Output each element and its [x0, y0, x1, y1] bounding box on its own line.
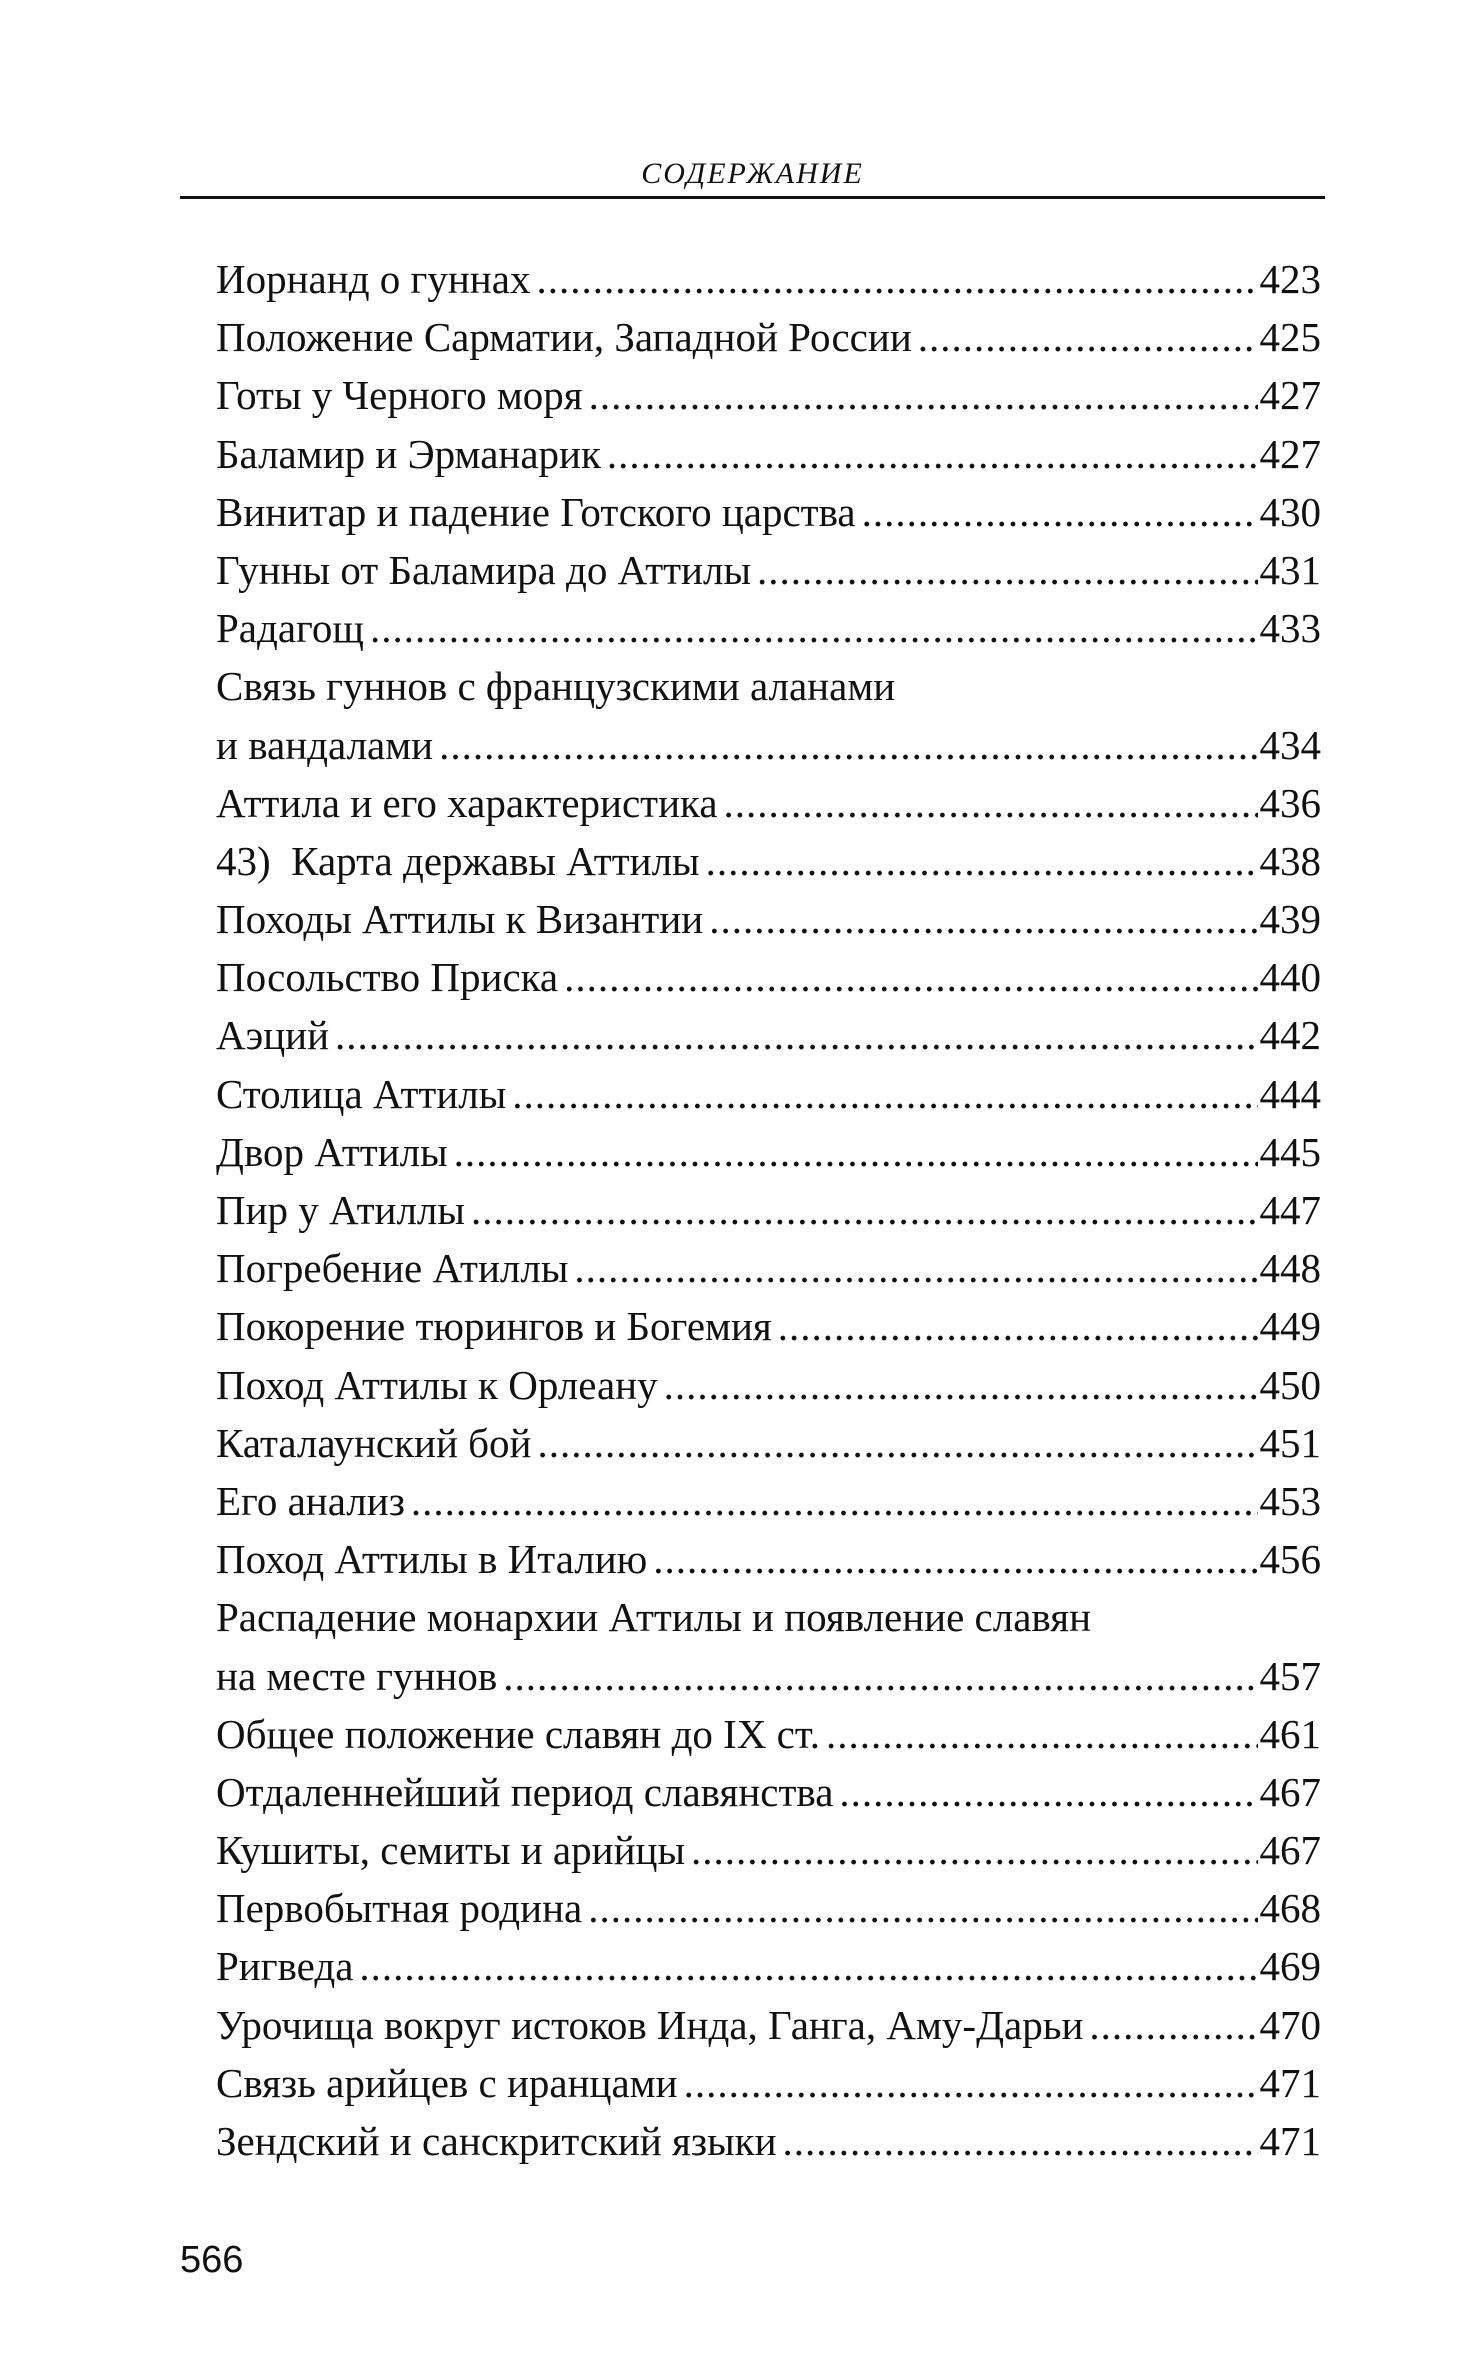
dot-leader: [918, 308, 1258, 366]
toc-entry: [216, 250, 1321, 308]
dot-leader: [653, 1530, 1257, 1588]
table-of-contents: [216, 250, 1321, 2170]
dot-leader: [574, 1239, 1257, 1297]
toc-entry-page: 445: [1259, 1128, 1321, 1175]
toc-entry-title: Столица Аттилы: [216, 1070, 507, 1117]
toc-entry-page: 444: [1259, 1070, 1321, 1117]
dot-leader: [691, 1821, 1258, 1879]
toc-entry: [216, 890, 1321, 948]
toc-entry-page: 434: [1259, 721, 1321, 768]
toc-entry-page: 468: [1259, 1885, 1321, 1932]
toc-entry: [216, 308, 1321, 366]
toc-entry-title: Посольство Приска: [216, 954, 559, 1001]
dot-leader: [664, 1356, 1258, 1414]
toc-entry-title: Связь арийцев с иранцами: [216, 2059, 678, 2106]
toc-entry-title: Ригведа: [216, 1943, 354, 1990]
toc-entry: [216, 1181, 1321, 1239]
toc-entry-page: 431: [1259, 546, 1321, 593]
toc-entry-page: 467: [1259, 1768, 1321, 1815]
toc-entry: [216, 1472, 1321, 1530]
toc-entry-page: 467: [1259, 1827, 1321, 1874]
toc-entry-page: 469: [1259, 1943, 1321, 1990]
dot-leader: [538, 1414, 1258, 1472]
page-number: 566: [180, 2239, 244, 2281]
toc-entry-title: Аттила и его характеристика: [216, 779, 718, 826]
dot-leader: [503, 1647, 1257, 1705]
dot-leader: [684, 2054, 1258, 2112]
toc-entry: [216, 1996, 1321, 2054]
dot-leader: [536, 250, 1257, 308]
toc-entry-title: Походы Аттилы к Византии: [216, 896, 704, 943]
toc-entry-title: Аэций: [216, 1012, 330, 1059]
toc-entry-title: Первобытная родина: [216, 1885, 583, 1932]
toc-entry: [216, 2112, 1321, 2170]
toc-entry: [216, 1006, 1321, 1064]
toc-entry: [216, 1123, 1321, 1181]
dot-leader: [724, 774, 1258, 832]
toc-entry-title: Радагощ: [216, 605, 364, 652]
toc-entry-title: Баламир и Эрманарик: [216, 430, 601, 477]
dot-leader: [839, 1763, 1257, 1821]
toc-entry-page: 439: [1259, 896, 1321, 943]
toc-entry-title: Гунны от Баламира до Аттилы: [216, 546, 752, 593]
toc-entry-title: Пир у Атиллы: [216, 1187, 465, 1233]
toc-entry-title: Урочища вокруг истоков Инда, Ганга, Аму-Дарьи: [216, 2001, 1084, 2048]
toc-entry-title: Поход Аттилы в Италию: [216, 1536, 648, 1583]
toc-entry-title: Каталаунский бой: [216, 1419, 532, 1466]
toc-entry: [216, 1588, 1321, 1704]
dot-leader: [439, 716, 1257, 774]
dot-leader: [454, 1123, 1258, 1181]
toc-entry-title: Винитар и падение Готского царства: [216, 488, 856, 535]
toc-entry: [216, 774, 1321, 832]
toc-entry-page: 442: [1259, 1012, 1321, 1059]
toc-entry-page: 471: [1259, 2059, 1321, 2106]
toc-entry: [216, 2054, 1321, 2112]
dot-leader: [370, 599, 1258, 657]
toc-entry-page: 461: [1259, 1710, 1321, 1757]
toc-entry: [216, 1705, 1321, 1763]
toc-entry-title: Поход Аттилы к Орлеану: [216, 1361, 658, 1408]
toc-entry: [216, 1297, 1321, 1355]
toc-entry-page: 448: [1259, 1245, 1321, 1292]
toc-entry: [216, 599, 1321, 657]
toc-entry-page: 430: [1259, 488, 1321, 535]
dot-leader: [783, 2112, 1258, 2170]
dot-leader: [411, 1472, 1258, 1530]
toc-entry: [216, 1530, 1321, 1588]
toc-entry-title: на месте гуннов: [216, 1652, 498, 1699]
toc-entry-title: Кушиты, семиты и арийцы: [216, 1827, 685, 1874]
toc-entry: [216, 657, 1321, 773]
toc-entry: [216, 483, 1321, 541]
toc-entry-title: Общее положение славян до IX ст.: [216, 1710, 820, 1757]
toc-entry: [216, 1937, 1321, 1995]
header-rule: [180, 196, 1325, 199]
dot-leader: [471, 1181, 1258, 1239]
dot-leader: [778, 1297, 1258, 1355]
dot-leader: [1089, 1996, 1257, 2054]
toc-entry: [216, 541, 1321, 599]
toc-entry-title: Двор Аттилы: [216, 1128, 448, 1175]
toc-entry-page: 453: [1259, 1477, 1321, 1524]
toc-entry: [216, 366, 1321, 424]
toc-entry-page: 471: [1259, 2118, 1321, 2164]
toc-entry-page: 470: [1259, 2001, 1321, 2048]
toc-entry-title: Зендский и санскритский языки: [216, 2118, 777, 2164]
toc-entry-page: 457: [1259, 1652, 1321, 1699]
toc-entry-page: 423: [1259, 256, 1321, 302]
toc-entry: [216, 1414, 1321, 1472]
dot-leader: [757, 541, 1257, 599]
dot-leader: [607, 425, 1258, 483]
toc-entry-title: Готы у Черного моря: [216, 372, 583, 419]
dot-leader: [706, 832, 1258, 890]
toc-entry: [216, 1356, 1321, 1414]
toc-entry-title: Отдаленнейший период славянства: [216, 1768, 834, 1815]
toc-entry-page: 436: [1259, 779, 1321, 826]
dot-leader: [862, 483, 1258, 541]
toc-entry-title: и вандалами: [216, 721, 434, 768]
running-header: СОДЕРЖАНИЕ: [641, 157, 864, 190]
toc-entry: [216, 1821, 1321, 1879]
toc-entry-title: Покорение тюрингов и Богемия: [216, 1303, 772, 1350]
toc-entry: [216, 948, 1321, 1006]
toc-entry-title: Погребение Атиллы: [216, 1245, 569, 1292]
toc-entry: [216, 1239, 1321, 1297]
dot-leader: [709, 890, 1257, 948]
dot-leader: [564, 948, 1257, 1006]
toc-entry-title: Иорнанд о гуннах: [216, 256, 531, 302]
dot-leader: [589, 366, 1258, 424]
toc-entry-page: 451: [1259, 1419, 1321, 1466]
toc-entry: [216, 1879, 1321, 1937]
toc-entry-title-line1: Распадение монархии Аттилы и появление славян: [216, 1594, 1092, 1641]
dot-leader: [512, 1065, 1257, 1123]
toc-entry-page: 456: [1259, 1536, 1321, 1583]
toc-entry-page: 440: [1259, 954, 1321, 1001]
toc-entry-page: 450: [1259, 1361, 1321, 1408]
dot-leader: [359, 1937, 1257, 1995]
dot-leader: [588, 1879, 1257, 1937]
toc-entry: [216, 1763, 1321, 1821]
toc-entry-title: Положение Сарматии, Западной России: [216, 314, 912, 361]
dot-leader: [335, 1006, 1257, 1064]
toc-entry: [216, 425, 1321, 483]
dot-leader: [826, 1705, 1258, 1763]
toc-entry-page: 438: [1259, 837, 1321, 884]
toc-entry-page: 425: [1259, 314, 1321, 361]
toc-entry: [216, 832, 1321, 890]
toc-entry-title-line1: Связь гуннов с французскими аланами: [216, 663, 896, 710]
toc-entry-page: 433: [1259, 605, 1321, 652]
toc-entry-page: 427: [1259, 430, 1321, 477]
toc-entry-page: 449: [1259, 1303, 1321, 1350]
toc-entry-title: 43) Карта державы Аттилы: [216, 837, 700, 884]
toc-entry: [216, 1065, 1321, 1123]
toc-entry-page: 447: [1259, 1187, 1321, 1233]
toc-entry-title: Его анализ: [216, 1477, 405, 1524]
toc-entry-page: 427: [1259, 372, 1321, 419]
